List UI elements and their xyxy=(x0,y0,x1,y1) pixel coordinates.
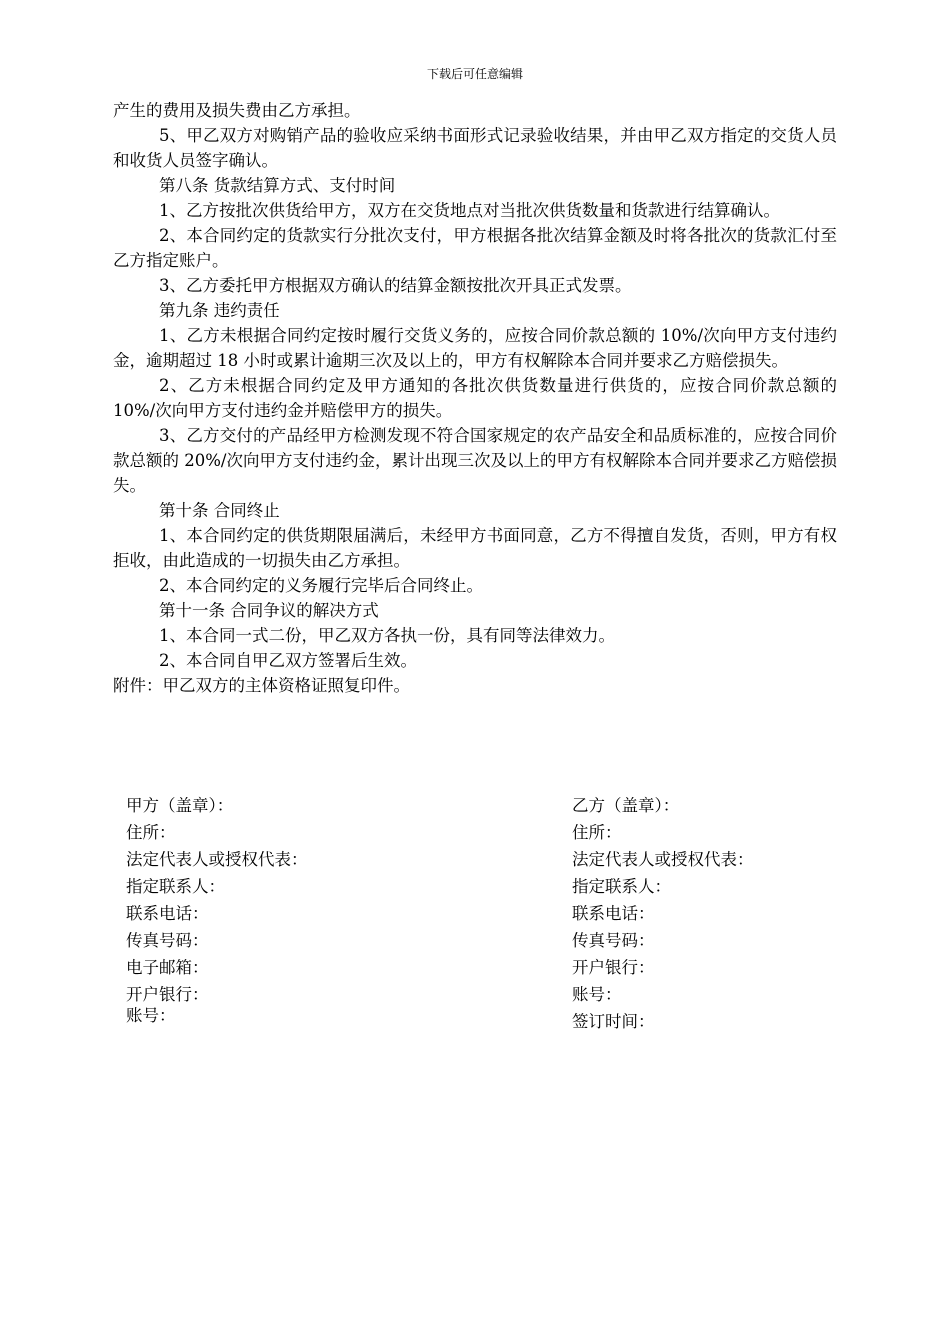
paragraph: 2、本合同约定的义务履行完毕后合同终止。 xyxy=(159,576,483,595)
party-b-signature-block xyxy=(572,792,754,1035)
paragraph: 3、乙方交付的产品经甲方检测发现不符合国家规定的农产品安全和品质标准的，应按合同价款总额的 20%/次向甲方支付违约金，累计出现三次及以上的甲方有权解除本合同并要求乙方赔偿损失。 xyxy=(113,426,837,495)
paragraph: 3、乙方委托甲方根据双方确认的结算金额按批次开具正式发票。 xyxy=(159,276,632,295)
party-b-seal-label: 乙方（盖章）： xyxy=(572,796,680,815)
party-b-phone-label: 联系电话： xyxy=(572,904,655,923)
paragraph: 1、乙方未根据合同约定按时履行交货义务的，应按合同价款总额的 10%/次向甲方支付违约金，逾期超过 18 小时或累计逾期三次及以上的，甲方有权解除本合同并要求乙方赔偿损失。 xyxy=(113,326,837,370)
party-b-representative-label: 法定代表人或授权代表： xyxy=(572,850,754,869)
paragraph: 1、本合同约定的供货期限届满后，未经甲方书面同意，乙方不得擅自发货，否则，甲方有权拒收，由此造成的一切损失由乙方承担。 xyxy=(113,526,837,570)
party-a-signature-block xyxy=(126,792,308,1029)
section-heading: 第十条 合同终止 xyxy=(159,501,280,520)
party-b-sign-date-label: 签订时间： xyxy=(572,1012,655,1031)
party-b-bank-label: 开户银行： xyxy=(572,958,655,977)
paragraph: 1、乙方按批次供货给甲方，双方在交货地点对当批次供货数量和货款进行结算确认。 xyxy=(159,201,780,220)
party-a-contact-label: 指定联系人： xyxy=(126,877,225,896)
party-a-phone-label: 联系电话： xyxy=(126,904,209,923)
attachment-note: 附件：甲乙双方的主体资格证照复印件。 xyxy=(113,676,410,695)
contract-body xyxy=(113,98,837,698)
party-a-seal-label: 甲方（盖章）： xyxy=(126,796,234,815)
party-a-bank-label: 开户银行： xyxy=(126,985,209,1004)
paragraph: 2、乙方未根据合同约定及甲方通知的各批次供货数量进行供货的，应按合同价款总额的 10%/次向甲方支付违约金并赔偿甲方的损失。 xyxy=(113,376,837,420)
paragraph: 2、本合同约定的货款实行分批次支付，甲方根据各批次结算金额及时将各批次的货款汇付至乙方指定账户。 xyxy=(113,226,837,270)
section-heading: 第十一条 合同争议的解决方式 xyxy=(159,601,379,620)
paragraph: 5、甲乙双方对购销产品的验收应采纳书面形式记录验收结果，并由甲乙双方指定的交货人员和收货人员签字确认。 xyxy=(113,126,837,170)
party-b-fax-label: 传真号码： xyxy=(572,931,655,950)
page-header: 下载后可任意编辑 xyxy=(426,67,523,81)
section-heading: 第八条 货款结算方式、支付时间 xyxy=(159,176,396,195)
party-a-address-label: 住所： xyxy=(126,823,176,842)
paragraph: 产生的费用及损失费由乙方承担。 xyxy=(113,101,361,120)
paragraph: 2、本合同自甲乙双方签署后生效。 xyxy=(159,651,417,670)
party-b-account-label: 账号： xyxy=(572,985,622,1004)
party-a-account-label: 账号： xyxy=(126,1006,176,1025)
party-a-representative-label: 法定代表人或授权代表： xyxy=(126,850,308,869)
party-b-address-label: 住所： xyxy=(572,823,622,842)
party-b-contact-label: 指定联系人： xyxy=(572,877,671,896)
paragraph: 1、本合同一式二份，甲乙双方各执一份，具有同等法律效力。 xyxy=(159,626,615,645)
section-heading: 第九条 违约责任 xyxy=(159,301,280,320)
party-a-email-label: 电子邮箱： xyxy=(126,958,209,977)
party-a-fax-label: 传真号码： xyxy=(126,931,209,950)
